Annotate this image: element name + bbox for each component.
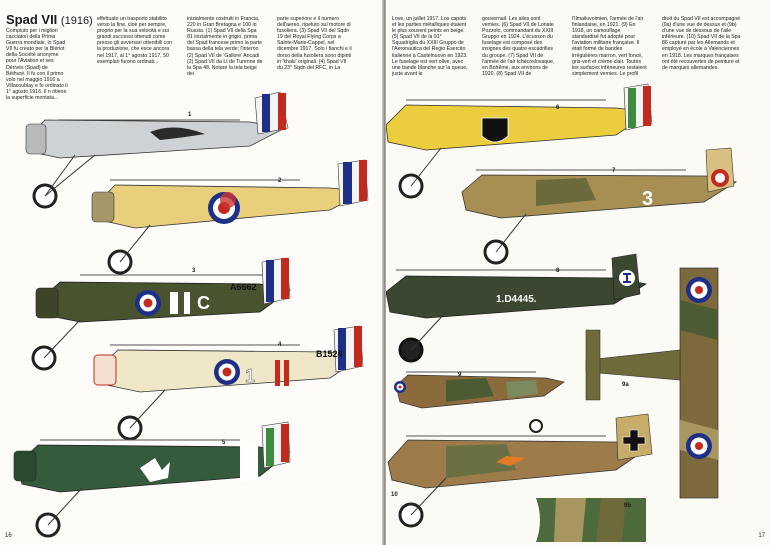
plane-4-fuselage-number: 1 (245, 366, 256, 386)
plane-8-illustration (386, 254, 646, 361)
text-column-8: droit du Spad VII est accompagné (9a) d'une vue de dessus et (9b) d'une vue de dessous de l'aile inférieure. (10) Spad VII de la Spa 86 capturé par les Allemands et employé en école à Valenciennes en 1918. Les marques françaises ont été recouvertes de peinture et de marques allemandes. (662, 16, 741, 71)
plane-label-9a: 9a (622, 382, 629, 388)
text-column-7: l'Ilmailuvoimien, l'armée de l'air finlandaise, en 1921. (9) En 1918, un camouflage standardisé fut adopté pour l'aviation militaire française. Il était formé de bandes irrégulières marron, vert foncé, gris-vert et crème clair. Toutes les surfaces inférieures restaient simplement vernies. Le profil (572, 16, 647, 77)
plane-8-serial: 1.D4445. (496, 294, 537, 305)
plane-label-2: 2 (278, 178, 282, 184)
plane-3-fuselage-letter: C (197, 293, 210, 313)
text-column-5: Love, un juillet 1917. Los capots et les parties métalliques étaient le plus souvent peints en beige. (5) Spad VII de la 91° Squadriglia du XXIII Gruppo de l'Aeronautica del Regio Esercito italienne à Castelnuovo en 1923. Le fuselage est vert olive, avec une bande blanche sur la queue, juste avant le (392, 16, 468, 77)
plane-label-1: 1 (188, 112, 192, 118)
plane-label-9: 9 (458, 372, 462, 378)
right-plane-illustrations (386, 0, 771, 545)
plane-3-serial: A6662 (230, 282, 257, 292)
plane-label-8: 8 (556, 268, 560, 274)
text-column-3: inizialmente costruiti in Francia, 220 in Gran Bretagna e 100 in Russia. (1) Spad VII della Spa 81 inizialmente in grigio, prima del Spad francese primo la parte bassa della tela verde; l'interno (2) Spad VII de 'Gallore' Ancadi (2) Spad VII da Lt de Turenne de la Spa 48. Notare la tela beige dei (187, 16, 263, 77)
text-column-1: Compiuto per i migliori cacciatori della Prima Guerra mondiale, lo Spad VII fu creato per la Blériot della Société anonyme pour l'Aviation et ses Dérivés (Spad) de Béthuré. Il fu con il primo volo nel maggio 1916 a Villacoublay e fu ordinato il 1° agosto 1916. Il n ritiene la superficie montata... (6, 28, 68, 102)
plane-4-serial: B1524 (316, 349, 343, 359)
plane-2-illustration (92, 160, 368, 273)
plane-label-5: 5 (222, 440, 226, 446)
plane-7-illustration (462, 148, 736, 263)
plane-label-10: 10 (391, 492, 398, 498)
page-number-right: 17 (758, 533, 765, 539)
left-page (0, 0, 383, 545)
page-number-left: 16 (5, 533, 12, 539)
text-column-4: parte superiore e il numero dell'aereo, ripetuto sul motore di fusoliera. (3) Spad VII del Sqdn 19 del Royal Flying Corps a Sainte-Marie-Cappel, nel dicembre 1917. Solo i fianchi e il dorso della fusoliera sono dipinti in 'khaki' originali. (4) Spad VII du 23° Sqdn del RFC, in La (277, 16, 352, 71)
page-title: Spad VII (1916) (6, 12, 93, 27)
plane-9-illustration (394, 372, 564, 432)
plane-5-illustration (14, 422, 290, 536)
plane-7-fuselage-number: 3 (642, 188, 654, 210)
plane-label-3: 3 (192, 268, 196, 274)
plane-label-4: 4 (278, 342, 282, 348)
text-column-2: effettuato un trasporto stabilito verso la fine, cioè per sempre, proprio per la sua velocità e sui grandi successi ottenuti come presso gli avversari ottenibili con la produzione, che esce ancora nel 1917, al 1° agosto 1917, 50 esemplari furono ordinati... (97, 16, 172, 65)
plane-4-illustration (94, 326, 363, 439)
plane-label-6: 6 (556, 105, 560, 111)
plane-label-9b: 9b (624, 503, 632, 509)
plane-label-7: 7 (612, 168, 616, 174)
text-column-6: gouvernail. Les ailes sont vernies. (6) Spad VII de Lonate Pozzolo, commandant du XXIII Gruppo en 1924. L'écusson du fuselage est composé des insignes des quatre escadrilles du groupe. (7) Spad VII de l'armée de l'air tchécoslovaque, en Bohême, aux environs de 1920. (8) Spad VII de (482, 16, 555, 77)
right-page (386, 0, 771, 545)
